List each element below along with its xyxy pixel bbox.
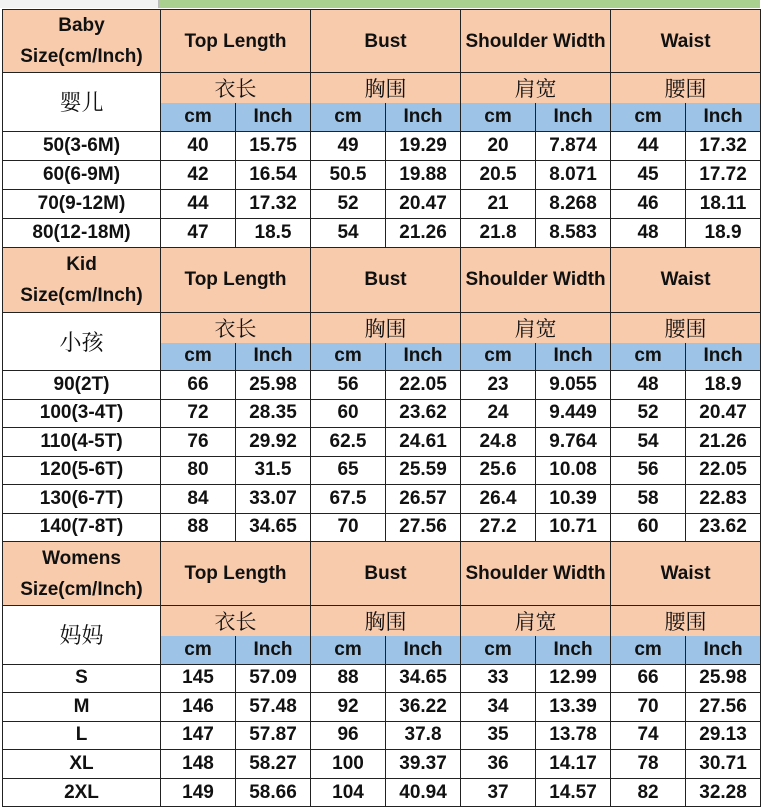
measurement-cell: 34 — [461, 693, 536, 722]
measurement-cell: 18.5 — [236, 218, 311, 247]
unit-inch: Inch — [386, 636, 461, 664]
chinese-header-row — [3, 312, 761, 343]
measurement-cell: 58 — [611, 485, 686, 514]
column-header-zh: 肩宽 — [461, 606, 611, 637]
table-row — [3, 428, 761, 457]
measurement-cell: 26.57 — [386, 485, 461, 514]
table-row — [3, 399, 761, 428]
table-row — [3, 456, 761, 485]
measurement-cell: 32.28 — [686, 778, 761, 807]
unit-cm: cm — [461, 636, 536, 664]
unit-inch: Inch — [686, 103, 761, 131]
section-header-row — [3, 10, 761, 73]
size-chart-table — [2, 9, 761, 807]
measurement-cell: 92 — [311, 693, 386, 722]
measurement-cell: 149 — [161, 778, 236, 807]
measurement-cell: 88 — [311, 664, 386, 693]
table-row — [3, 750, 761, 779]
measurement-cell: 54 — [311, 218, 386, 247]
top-strip — [0, 0, 764, 9]
measurement-cell: 14.57 — [536, 778, 611, 807]
size-label: 130(6-7T) — [3, 485, 161, 514]
measurement-cell: 12.99 — [536, 664, 611, 693]
measurement-cell: 23 — [461, 371, 536, 400]
size-chart-body — [3, 10, 761, 807]
measurement-cell: 27.56 — [386, 513, 461, 542]
column-header: Shoulder Width — [461, 10, 611, 73]
measurement-cell: 84 — [161, 485, 236, 514]
measurement-cell: 65 — [311, 456, 386, 485]
column-header-zh: 肩宽 — [461, 73, 611, 104]
measurement-cell: 9.055 — [536, 371, 611, 400]
section-title: Kid Size(cm/Inch) — [3, 247, 161, 312]
measurement-cell: 27.2 — [461, 513, 536, 542]
unit-cm: cm — [461, 343, 536, 371]
measurement-cell: 18.9 — [686, 371, 761, 400]
measurement-cell: 17.72 — [686, 160, 761, 189]
size-label: M — [3, 693, 161, 722]
measurement-cell: 13.39 — [536, 693, 611, 722]
measurement-cell: 17.32 — [236, 189, 311, 218]
column-header-zh: 胸围 — [311, 606, 461, 637]
section-header-row — [3, 247, 761, 312]
measurement-cell: 48 — [611, 371, 686, 400]
column-header: Waist — [611, 10, 761, 73]
column-header: Top Length — [161, 10, 311, 73]
measurement-cell: 30.71 — [686, 750, 761, 779]
size-label: 2XL — [3, 778, 161, 807]
table-row — [3, 513, 761, 542]
measurement-cell: 31.5 — [236, 456, 311, 485]
unit-cm: cm — [311, 103, 386, 131]
size-label: L — [3, 721, 161, 750]
measurement-cell: 21.26 — [686, 428, 761, 457]
measurement-cell: 49 — [311, 131, 386, 160]
measurement-cell: 80 — [161, 456, 236, 485]
measurement-cell: 8.583 — [536, 218, 611, 247]
measurement-cell: 9.764 — [536, 428, 611, 457]
size-label: 140(7-8T) — [3, 513, 161, 542]
section-title: Baby Size(cm/Inch) — [3, 10, 161, 73]
measurement-cell: 74 — [611, 721, 686, 750]
measurement-cell: 13.78 — [536, 721, 611, 750]
measurement-cell: 20.47 — [386, 189, 461, 218]
unit-cm: cm — [311, 343, 386, 371]
measurement-cell: 7.874 — [536, 131, 611, 160]
measurement-cell: 8.268 — [536, 189, 611, 218]
measurement-cell: 37.8 — [386, 721, 461, 750]
measurement-cell: 58.27 — [236, 750, 311, 779]
measurement-cell: 20.5 — [461, 160, 536, 189]
unit-inch: Inch — [536, 343, 611, 371]
measurement-cell: 9.449 — [536, 399, 611, 428]
column-header: Top Length — [161, 542, 311, 606]
measurement-cell: 39.37 — [386, 750, 461, 779]
measurement-cell: 62.5 — [311, 428, 386, 457]
size-label: 80(12-18M) — [3, 218, 161, 247]
table-row — [3, 371, 761, 400]
size-label: 90(2T) — [3, 371, 161, 400]
measurement-cell: 42 — [161, 160, 236, 189]
measurement-cell: 58.66 — [236, 778, 311, 807]
table-row — [3, 721, 761, 750]
measurement-cell: 100 — [311, 750, 386, 779]
size-label: 50(3-6M) — [3, 131, 161, 160]
measurement-cell: 25.98 — [686, 664, 761, 693]
unit-inch: Inch — [686, 343, 761, 371]
measurement-cell: 148 — [161, 750, 236, 779]
measurement-cell: 19.29 — [386, 131, 461, 160]
measurement-cell: 66 — [161, 371, 236, 400]
measurement-cell: 44 — [611, 131, 686, 160]
unit-inch: Inch — [536, 103, 611, 131]
size-label: 120(5-6T) — [3, 456, 161, 485]
column-header: Waist — [611, 542, 761, 606]
section-title-zh: 妈妈 — [3, 606, 161, 665]
table-row — [3, 693, 761, 722]
measurement-cell: 25.98 — [236, 371, 311, 400]
column-header: Shoulder Width — [461, 247, 611, 312]
measurement-cell: 22.05 — [686, 456, 761, 485]
measurement-cell: 40.94 — [386, 778, 461, 807]
column-header: Bust — [311, 10, 461, 73]
column-header-zh: 胸围 — [311, 312, 461, 343]
measurement-cell: 26.4 — [461, 485, 536, 514]
unit-inch: Inch — [236, 343, 311, 371]
unit-cm: cm — [161, 103, 236, 131]
measurement-cell: 56 — [611, 456, 686, 485]
measurement-cell: 25.6 — [461, 456, 536, 485]
measurement-cell: 60 — [611, 513, 686, 542]
measurement-cell: 34.65 — [386, 664, 461, 693]
measurement-cell: 23.62 — [686, 513, 761, 542]
unit-cm: cm — [311, 636, 386, 664]
unit-cm: cm — [611, 636, 686, 664]
unit-inch: Inch — [386, 103, 461, 131]
column-header: Bust — [311, 247, 461, 312]
measurement-cell: 36.22 — [386, 693, 461, 722]
unit-cm: cm — [161, 636, 236, 664]
measurement-cell: 70 — [311, 513, 386, 542]
column-header: Shoulder Width — [461, 542, 611, 606]
column-header-zh: 腰围 — [611, 606, 761, 637]
measurement-cell: 44 — [161, 189, 236, 218]
column-header-zh: 衣长 — [161, 312, 311, 343]
column-header: Waist — [611, 247, 761, 312]
unit-inch: Inch — [686, 636, 761, 664]
measurement-cell: 145 — [161, 664, 236, 693]
measurement-cell: 22.83 — [686, 485, 761, 514]
measurement-cell: 34.65 — [236, 513, 311, 542]
measurement-cell: 37 — [461, 778, 536, 807]
size-label: 70(9-12M) — [3, 189, 161, 218]
measurement-cell: 46 — [611, 189, 686, 218]
measurement-cell: 24.61 — [386, 428, 461, 457]
measurement-cell: 33.07 — [236, 485, 311, 514]
measurement-cell: 47 — [161, 218, 236, 247]
measurement-cell: 21 — [461, 189, 536, 218]
measurement-cell: 29.92 — [236, 428, 311, 457]
measurement-cell: 29.13 — [686, 721, 761, 750]
unit-inch: Inch — [236, 103, 311, 131]
measurement-cell: 35 — [461, 721, 536, 750]
measurement-cell: 8.071 — [536, 160, 611, 189]
unit-cm: cm — [611, 343, 686, 371]
measurement-cell: 54 — [611, 428, 686, 457]
size-label: 60(6-9M) — [3, 160, 161, 189]
measurement-cell: 16.54 — [236, 160, 311, 189]
measurement-cell: 104 — [311, 778, 386, 807]
measurement-cell: 70 — [611, 693, 686, 722]
section-title-zh: 小孩 — [3, 312, 161, 371]
table-row — [3, 664, 761, 693]
column-header-zh: 腰围 — [611, 73, 761, 104]
measurement-cell: 52 — [311, 189, 386, 218]
measurement-cell: 82 — [611, 778, 686, 807]
measurement-cell: 14.17 — [536, 750, 611, 779]
measurement-cell: 20 — [461, 131, 536, 160]
measurement-cell: 25.59 — [386, 456, 461, 485]
column-header: Bust — [311, 542, 461, 606]
measurement-cell: 28.35 — [236, 399, 311, 428]
measurement-cell: 57.87 — [236, 721, 311, 750]
table-row — [3, 160, 761, 189]
unit-cm: cm — [461, 103, 536, 131]
measurement-cell: 10.71 — [536, 513, 611, 542]
measurement-cell: 17.32 — [686, 131, 761, 160]
measurement-cell: 66 — [611, 664, 686, 693]
size-label: XL — [3, 750, 161, 779]
table-row — [3, 189, 761, 218]
measurement-cell: 33 — [461, 664, 536, 693]
measurement-cell: 57.09 — [236, 664, 311, 693]
measurement-cell: 56 — [311, 371, 386, 400]
measurement-cell: 27.56 — [686, 693, 761, 722]
chinese-header-row — [3, 606, 761, 637]
measurement-cell: 18.9 — [686, 218, 761, 247]
measurement-cell: 10.08 — [536, 456, 611, 485]
unit-cm: cm — [161, 343, 236, 371]
measurement-cell: 48 — [611, 218, 686, 247]
section-title: Womens Size(cm/Inch) — [3, 542, 161, 606]
table-row — [3, 131, 761, 160]
measurement-cell: 22.05 — [386, 371, 461, 400]
column-header-zh: 胸围 — [311, 73, 461, 104]
measurement-cell: 19.88 — [386, 160, 461, 189]
size-label: 110(4-5T) — [3, 428, 161, 457]
top-strip-green — [159, 0, 760, 8]
section-header-row — [3, 542, 761, 606]
measurement-cell: 50.5 — [311, 160, 386, 189]
measurement-cell: 78 — [611, 750, 686, 779]
table-row — [3, 485, 761, 514]
measurement-cell: 57.48 — [236, 693, 311, 722]
measurement-cell: 96 — [311, 721, 386, 750]
unit-cm: cm — [611, 103, 686, 131]
measurement-cell: 72 — [161, 399, 236, 428]
unit-inch: Inch — [386, 343, 461, 371]
measurement-cell: 45 — [611, 160, 686, 189]
unit-inch: Inch — [236, 636, 311, 664]
measurement-cell: 40 — [161, 131, 236, 160]
measurement-cell: 20.47 — [686, 399, 761, 428]
table-row — [3, 218, 761, 247]
measurement-cell: 147 — [161, 721, 236, 750]
measurement-cell: 88 — [161, 513, 236, 542]
measurement-cell: 24 — [461, 399, 536, 428]
measurement-cell: 18.11 — [686, 189, 761, 218]
measurement-cell: 67.5 — [311, 485, 386, 514]
measurement-cell: 21.8 — [461, 218, 536, 247]
column-header-zh: 衣长 — [161, 606, 311, 637]
measurement-cell: 10.39 — [536, 485, 611, 514]
unit-inch: Inch — [536, 636, 611, 664]
table-row — [3, 778, 761, 807]
measurement-cell: 24.8 — [461, 428, 536, 457]
column-header-zh: 衣长 — [161, 73, 311, 104]
top-strip-left — [0, 0, 159, 8]
column-header: Top Length — [161, 247, 311, 312]
column-header-zh: 肩宽 — [461, 312, 611, 343]
size-label: S — [3, 664, 161, 693]
size-label: 100(3-4T) — [3, 399, 161, 428]
column-header-zh: 腰围 — [611, 312, 761, 343]
measurement-cell: 23.62 — [386, 399, 461, 428]
section-title-zh: 婴儿 — [3, 73, 161, 132]
measurement-cell: 60 — [311, 399, 386, 428]
chinese-header-row — [3, 73, 761, 104]
measurement-cell: 146 — [161, 693, 236, 722]
measurement-cell: 15.75 — [236, 131, 311, 160]
measurement-cell: 36 — [461, 750, 536, 779]
measurement-cell: 21.26 — [386, 218, 461, 247]
measurement-cell: 52 — [611, 399, 686, 428]
measurement-cell: 76 — [161, 428, 236, 457]
